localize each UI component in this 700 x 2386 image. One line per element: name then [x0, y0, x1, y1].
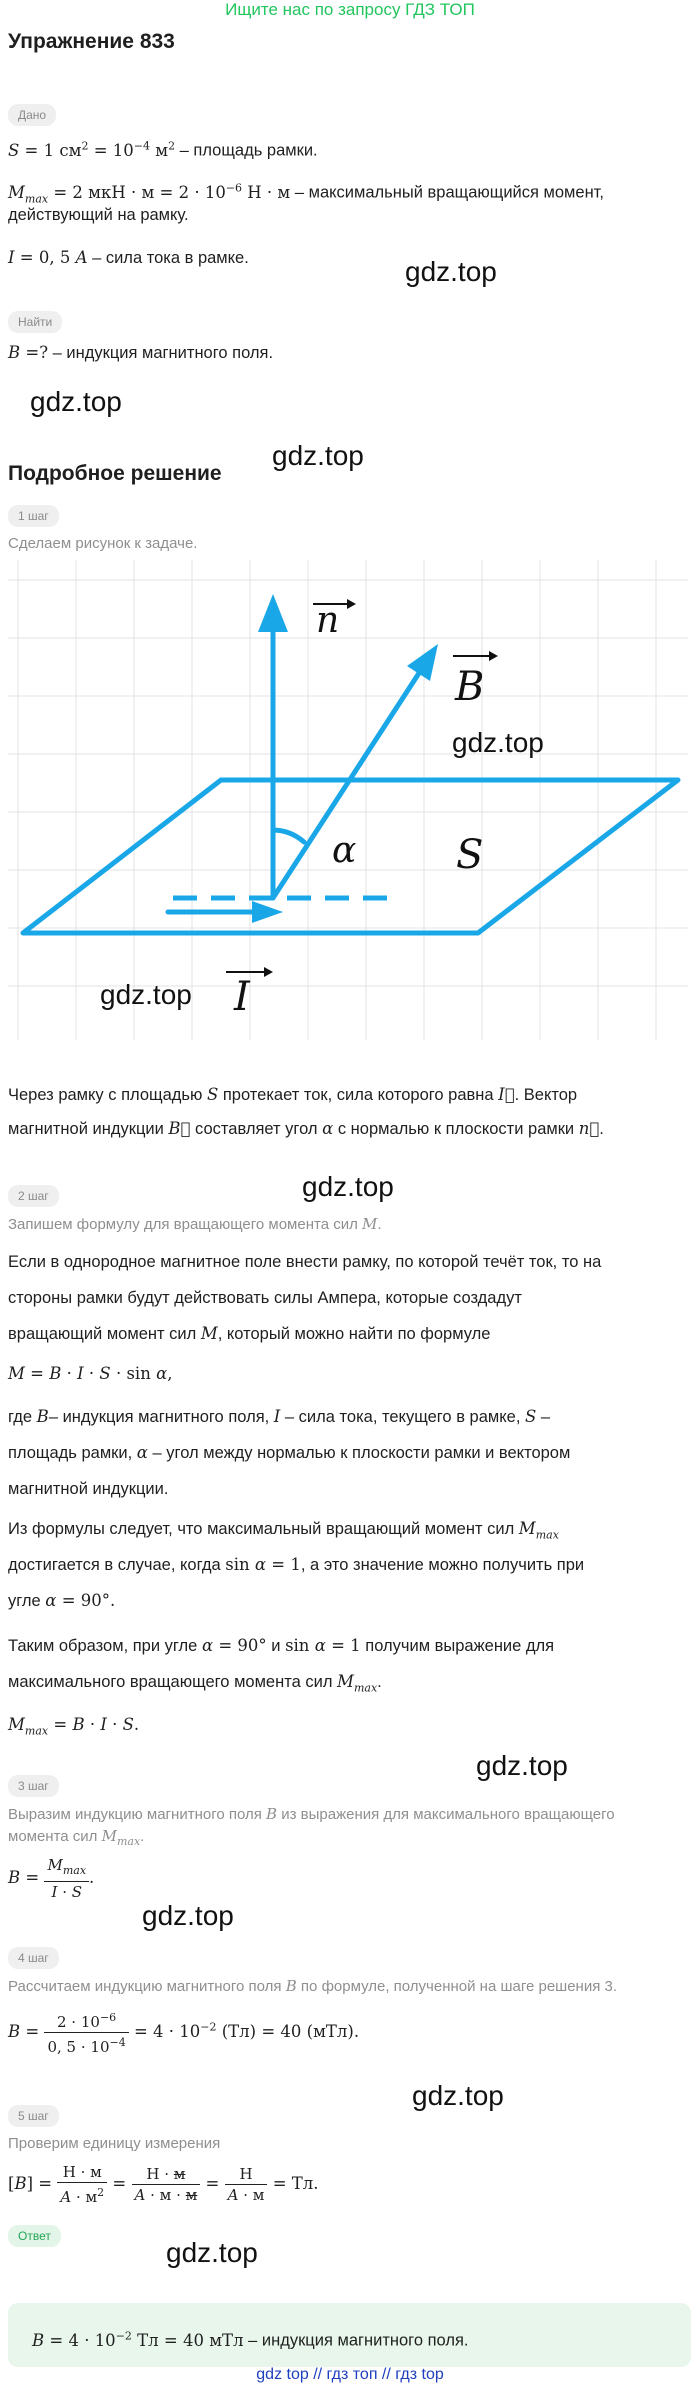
watermark: gdz.top [302, 1171, 394, 1202]
solution-title: Подробное решение [8, 462, 222, 485]
current-arrow-head [252, 901, 283, 923]
step2-p3b: , который можно найти по формуле [217, 1325, 491, 1343]
step2-p5b: – угол между нормалью к плоскости рамки и вектором [147, 1444, 571, 1462]
formula-b-expr: B = $\frac{M_{max}}{I \cdot S}$ . [8, 1856, 95, 1901]
alpha-arc [273, 830, 304, 842]
watermark: gdz.top [166, 2237, 258, 2268]
n-vector-bar-head [347, 599, 356, 609]
label-b: B [455, 664, 485, 710]
step3-caption2-a: момента сил [8, 1828, 102, 1845]
answer-chip: Ответ [8, 2225, 61, 2247]
step2-p10c: получим выражение для [360, 1637, 555, 1655]
step2-p4: где B– индукция магнитного поля, I – сила тока, текущего в рамке, S – [8, 1407, 551, 1426]
given-moment-line: $M_{max} = 2$ мкН · $м = 2 \cdot 10^{-6}$ Н · м – максимальный вращающийся момент, [8, 181, 604, 205]
step2-p10b: и [266, 1637, 286, 1655]
footer-links[interactable]: gdz top // гдз топ // гдз top [256, 2366, 444, 2383]
find-text: – индукция магнитного поля. [48, 344, 274, 362]
step2-chip: 2 шаг [8, 1185, 59, 1207]
formula-moment: M = B · I · S · sin α, [8, 1364, 173, 1383]
step4-caption-b: по формуле, полученной на шаге решения 3. [296, 1978, 618, 1995]
step2-p2: стороны рамки будут действовать силы Ампера, которые создадут [8, 1289, 522, 1307]
step2-p9: угле α = 90°. [8, 1591, 116, 1610]
label-n: n [316, 600, 340, 641]
step3-caption2: момента сил $M_{max}$. [8, 1827, 145, 1848]
step2-p5: площадь рамки, α – угол между нормалью к плоскости рамки и вектором [8, 1443, 571, 1462]
step2-p8: достигается в случае, когда sin α = 1, а это значение можно получить при [8, 1555, 585, 1574]
given-moment-text: – максимальный вращающийся момент, [290, 183, 604, 202]
b-vector-bar-head [489, 651, 498, 661]
label-i: I [234, 974, 250, 1020]
frame-diagram [8, 560, 688, 1040]
watermark: gdz.top [412, 2080, 504, 2111]
step2-p10: Таким образом, при угле α = 90° и sin α = 1 получим выражение для [8, 1636, 555, 1655]
step3-chip: 3 шаг [8, 1775, 59, 1797]
answer-text: – индукция магнитного поля. [243, 2331, 469, 2350]
watermark: gdz.top [100, 979, 192, 1010]
step2-caption: Запишем формулу для вращающего момента сил M. [8, 1215, 382, 1233]
step2-p3a: вращающий момент сил [8, 1325, 201, 1343]
label-alpha: α [332, 830, 357, 871]
given-area-text: – площадь рамки. [175, 141, 318, 160]
answer-line: $B = 4 \cdot 10^{-2}$ Тл = 40 мТл – индукция магнитного поля. [32, 2329, 469, 2350]
step4-caption-a: Рассчитаем индукцию магнитного поля [8, 1978, 286, 1995]
watermark: gdz.top [452, 727, 544, 758]
induction-arrow-head [407, 644, 438, 681]
watermark: gdz.top [272, 440, 364, 471]
step1-text-1b: протекает ток, сила которого равна [218, 1086, 499, 1104]
step1-chip: 1 шаг [8, 505, 59, 527]
step2-p9a: угле [8, 1592, 46, 1610]
step2-p8b: , а это значение можно получить при [300, 1556, 585, 1574]
step2-p6: магнитной индукции. [8, 1480, 169, 1498]
step2-p4c: – сила тока, текущего в рамке, [280, 1408, 525, 1426]
step2-p11-text: максимального вращающего момента сил [8, 1673, 338, 1691]
step5-chip: 5 шаг [8, 2105, 59, 2127]
step1-caption: Сделаем рисунок к задаче. [8, 535, 198, 552]
step2-p4d: – [536, 1408, 551, 1426]
step3-caption1: Выразим индукцию магнитного поля B из выражения для максимального вращающего [8, 1805, 615, 1823]
step1-text-2d: . [599, 1120, 604, 1138]
step2-p11: максимального вращающего момента сил $M_{max}$. [8, 1672, 382, 1695]
step4-chip: 4 шаг [8, 1947, 59, 1969]
step1-text-2c: с нормалью к плоскости рамки [333, 1120, 579, 1138]
step2-caption-text: Запишем формулу для вращающего момента сил [8, 1216, 363, 1233]
normal-arrow-head [258, 594, 288, 632]
step2-p5a: площадь рамки, [8, 1444, 137, 1462]
step1-text-2a: магнитной индукции [8, 1120, 169, 1138]
step2-p4a: где [8, 1408, 37, 1426]
formula-unit-check: [B] = $\frac{Н \cdot м}{A \cdot м^2}$ = $\frac{Н \cdot м}{A \cdot м \cdot м}$ = $\frac{Н}{A \cdot м}$ = Тл. [8, 2163, 319, 2206]
given-current-line: I = 0, 5 A – сила тока в рамке. [8, 248, 249, 267]
step2-p3: вращающий момент сил M, который можно найти по формуле [8, 1324, 491, 1343]
step5-caption: Проверим единицу измерения [8, 2135, 221, 2152]
watermark: gdz.top [476, 1750, 568, 1781]
watermark: gdz.top [30, 386, 122, 417]
find-chip: Найти [8, 311, 62, 333]
step1-text-line1: Через рамку с площадью S протекает ток, сила которого равна I⃗. Вектор [8, 1085, 578, 1104]
step1-text-2b: составляет угол [190, 1120, 323, 1138]
step2-p10a: Таким образом, при угле [8, 1637, 202, 1655]
given-moment-line2: действующий на рамку. [8, 206, 189, 224]
exercise-title: Упражнение 833 [8, 30, 175, 53]
top-banner[interactable]: Ищите нас по запросу ГДЗ ТОП [225, 0, 475, 19]
step2-p7: Из формулы следует, что максимальный вращающий момент сил $M_{max}$ [8, 1519, 559, 1542]
step1-text-1c: . Вектор [514, 1086, 578, 1104]
given-current-text: – сила тока в рамке. [87, 249, 249, 267]
step1-text-line2: магнитной индукции B⃗ составляет угол α с нормалью к плоскости рамки n⃗. [8, 1119, 604, 1138]
step2-p1: Если в однородное магнитное поле внести рамку, по которой течёт ток, то на [8, 1253, 602, 1271]
find-line: B =? – индукция магнитного поля. [8, 343, 274, 362]
step2-p8a: достигается в случае, когда [8, 1556, 226, 1574]
watermark: gdz.top [405, 256, 497, 287]
given-chip: Дано [8, 104, 56, 126]
step4-caption: Рассчитаем индукцию магнитного поля B по формуле, полученной на шаге решения 3. [8, 1977, 618, 1995]
formula-b-calc: B = $\frac{2 \cdot 10^{-6}}{0, 5 \cdot 10^{-4}}$ = $4 \cdot 10^{-2}$ (Тл) = 40 (мТл). [8, 2008, 359, 2057]
watermark: gdz.top [142, 1900, 234, 1931]
formula-max-moment: $M_{max} = B \cdot I \cdot S$. [8, 1715, 140, 1738]
label-s: S [456, 832, 484, 878]
step1-text-1a: Через рамку с площадью [8, 1086, 207, 1104]
step3-caption1-a: Выразим индукцию магнитного поля [8, 1806, 267, 1823]
step2-p7-text: Из формулы следует, что максимальный вращающий момент сил [8, 1520, 519, 1538]
step3-caption1-b: из выражения для максимального вращающего [277, 1806, 615, 1823]
step2-p4b: – индукция магнитного поля, [48, 1408, 274, 1426]
i-vector-bar-head [264, 967, 273, 977]
given-area-line: S = 1 $см^2 = 10^{-4}$ $м^2$ – площадь рамки. [8, 139, 318, 160]
